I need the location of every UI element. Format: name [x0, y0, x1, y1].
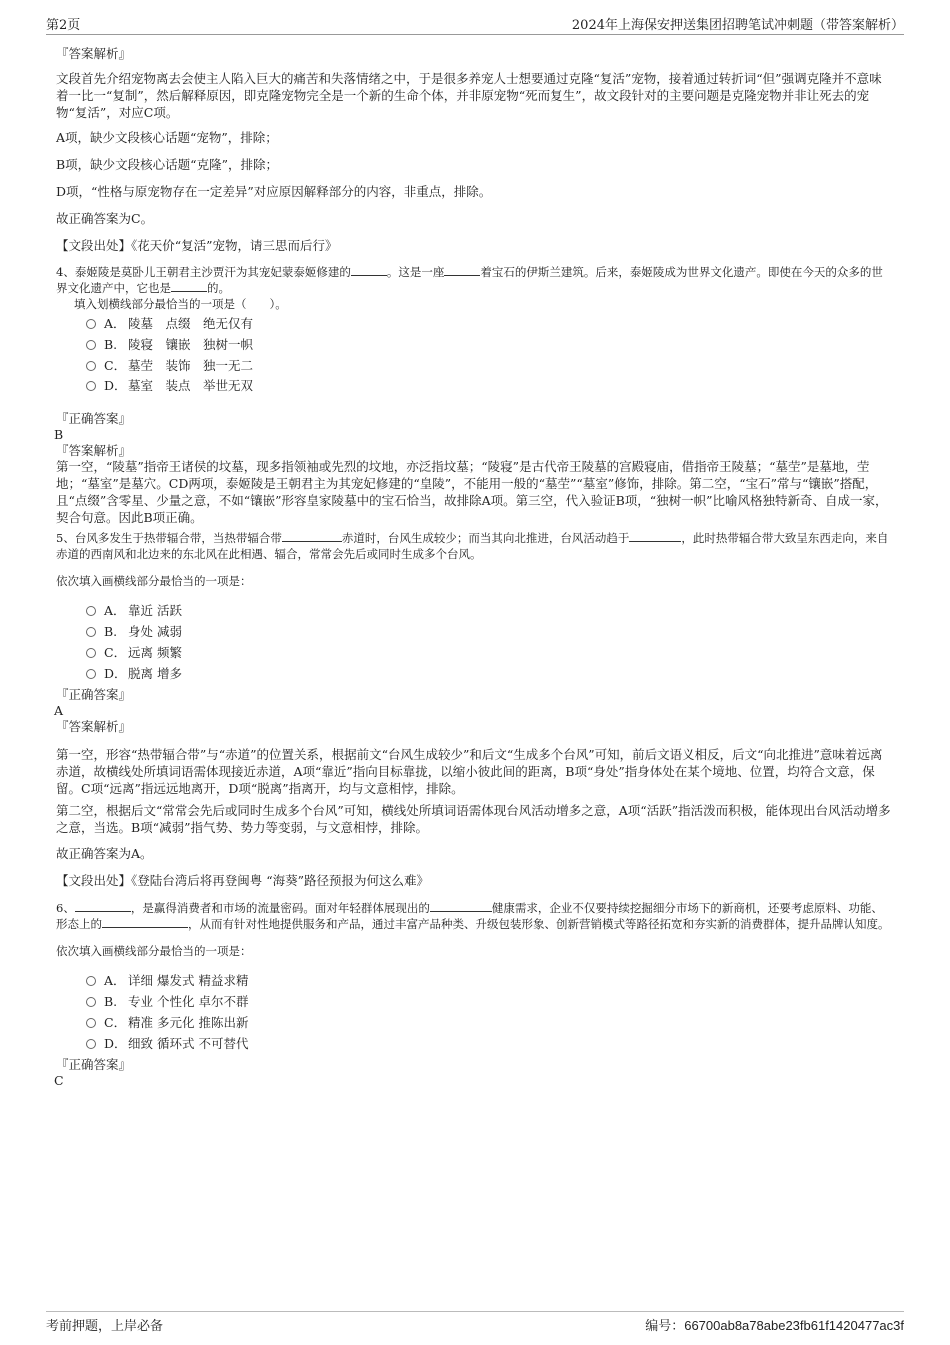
q6-option-d[interactable]: D．细致 循环式 不可替代 — [86, 1034, 248, 1052]
q4-stem — [56, 264, 894, 296]
q5-analysis-label: 『答案解析』 — [56, 719, 132, 734]
q6-option-a[interactable]: A． 详细 爆发式 精益求精 — [86, 971, 248, 989]
q5-option-c[interactable]: C． 远离 频繁 — [86, 643, 182, 661]
q5-analysis-p2: 第二空，根据后文“常常会先后或同时生成多个台风”可知，横线处所填词语需体现台风活动增多之意，A项“活跃”指活泼而积极，能体现出台风活动增多之意，当选。B项“减弱”指气势、势力等变弱，与文意相悖，排除。 — [56, 803, 891, 835]
q5-prompt: 依次填入画横线部分最恰当的一项是： — [56, 574, 252, 588]
q4-option-a[interactable]: A． 陵墓 点缀 绝无仅有 — [86, 314, 253, 332]
page-header — [46, 14, 904, 35]
radio-icon[interactable] — [86, 669, 96, 679]
q6-text-2: 健康需求，企业不仅要持续挖掘细分市场下的新商机，还要考虑原料、功能、形态上的 — [56, 901, 883, 931]
q5-option-b[interactable]: B. 身处 减弱 — [86, 622, 182, 640]
q3-option-a-note: A项，缺少文段核心话题“宠物”，排除； — [56, 130, 278, 145]
q6-text-3: ，从而有针对性地提供服务和产品，通过丰富产品种类、升级包装形象、创新营销模式等路径拓宽和夯实新的消费群体，提升品牌认知度。 — [188, 917, 890, 931]
q4-text-2: 。这是一座 — [386, 265, 445, 279]
q4-text-3: 着宝石的伊斯兰建筑。后来，泰姬陵成为世界文化遗产。即使在今天的众多的世界文化遗产中，它也是 — [56, 265, 883, 295]
document-code-label: 编号： — [645, 1318, 685, 1333]
q3-source: 【文段出处】《花天价“复活”宠物，请三思而后行》 — [56, 238, 338, 253]
q4-answer-label: 『正确答案』 — [56, 411, 132, 426]
q6-option-c[interactable]: C． 精准 多元化 推陈出新 — [86, 1013, 248, 1031]
radio-icon[interactable] — [86, 340, 96, 350]
q5-conclusion: 故正确答案为A。 — [56, 846, 153, 861]
q6-answer: C — [54, 1073, 64, 1088]
radio-icon[interactable] — [86, 976, 96, 986]
q5-answer-label: 『正确答案』 — [56, 687, 132, 702]
q4-option-b[interactable]: B. 陵寝 镶嵌 独树一帜 — [86, 335, 253, 353]
q4-text-4: 的。 — [207, 281, 230, 295]
q4-text-1: 泰姬陵是莫卧儿王朝君主沙贾汗为其宠妃蒙泰姬修建的 — [74, 265, 351, 279]
document-title: 2024年上海保安押送集团招聘笔试冲刺题（带答案解析） — [571, 18, 904, 33]
q6-blank-2 — [430, 900, 492, 912]
q4-number: 4、 — [56, 265, 75, 279]
q4-analysis-text: 第一空，“陵墓”指帝王诸侯的坟墓，现多指领袖或先烈的坟地，亦泛指坟墓；“陵寝”是古代帝王陵墓的宫殿寝庙，借指帝王陵墓；“墓茔”是墓地，茔地；“墓室”是墓穴。CD两项，泰姬陵是王朝君主为其宠妃修建的“皇陵”，不能用一般的“墓茔”“墓室”修饰，排除。第二空，“宝石”常与“镶嵌”搭配，且“点缀”含零星、少量之意，不如“镶嵌”形容皇家陵墓中的宝石恰当，故排除A项。第三空，代入验证B项，“独树一帜”比喻风格独特新奇、自成一家，契合句意。因此B项正确。 — [56, 459, 888, 525]
q4-blank-1 — [351, 264, 387, 276]
q4-prompt: 填入划横线部分最恰当的一项是（ ）。 — [74, 297, 287, 311]
q5-number: 5、 — [56, 531, 75, 545]
q6-answer-label: 『正确答案』 — [56, 1057, 132, 1072]
q5-answer: A — [54, 703, 64, 718]
radio-icon[interactable] — [86, 648, 96, 658]
radio-icon[interactable] — [86, 997, 96, 1007]
q6-blank-1 — [75, 900, 131, 912]
q4-option-d[interactable]: D．墓室 装点 举世无双 — [86, 376, 253, 394]
q5-stem — [56, 530, 894, 562]
radio-icon[interactable] — [86, 319, 96, 329]
q3-analysis-text: 文段首先介绍宠物离去会使主人陷入巨大的痛苦和失落情绪之中，于是很多养宠人士想要通过克隆“复活”宠物，接着通过转折词“但”强调克隆并不意味着一比一“复制”，然后解释原因，即克隆宠物完全是一个新的生命个体，并非原宠物“死而复生”，故文段针对的主要问题是克隆宠物并非让死去的宠物“复活”，对应C项。 — [56, 71, 882, 120]
q5-text-2: 赤道时，台风生成较少；而当其向北推进，台风活动趋于 — [341, 531, 630, 545]
q4-blank-3 — [171, 280, 207, 292]
q3-conclusion: 故正确答案为C。 — [56, 211, 154, 226]
q4-analysis-label: 『答案解析』 — [56, 443, 132, 458]
q3-option-b-note: B项，缺少文段核心话题“克隆”，排除； — [56, 157, 278, 172]
q6-option-b[interactable]: B. 专业 个性化 卓尔不群 — [86, 992, 248, 1010]
q5-blank-1 — [282, 530, 342, 542]
page-footer — [46, 1311, 904, 1334]
q3-option-d-note: D项，“性格与原宠物存在一定差异”对应原因解释部分的内容，非重点，排除。 — [56, 184, 492, 199]
q4-blank-2 — [444, 264, 480, 276]
radio-icon[interactable] — [86, 381, 96, 391]
page-number: 第2页 — [46, 18, 81, 33]
q4-answer: B — [54, 427, 64, 442]
q5-text-3: ，此时热带辐合带大致呈东西走向，来自赤道的西南风和北边来的东北风在此相遇、辐合，常常会先后或同时生成多个台风。 — [56, 531, 889, 561]
radio-icon[interactable] — [86, 1039, 96, 1049]
q5-blank-2 — [629, 530, 681, 542]
q5-text-1: 台风多发生于热带辐合带，当热带辐合带 — [74, 531, 282, 545]
footer-slogan: 考前押题，上岸必备 — [46, 1319, 164, 1334]
document-code — [645, 1315, 904, 1334]
q3-analysis-label: 『答案解析』 — [56, 46, 132, 61]
q6-number: 6、 — [56, 901, 75, 915]
radio-icon[interactable] — [86, 606, 96, 616]
radio-icon[interactable] — [86, 361, 96, 371]
q6-blank-3 — [102, 916, 188, 928]
document-code-value: 66700ab8a78abe23fb61f1420477ac3f — [684, 1318, 904, 1333]
q6-stem — [56, 900, 894, 932]
q6-text-1: ，是赢得消费者和市场的流量密码。面对年轻群体展现出的 — [130, 901, 430, 915]
q4-option-c[interactable]: C． 墓茔 装饰 独一无二 — [86, 356, 253, 374]
radio-icon[interactable] — [86, 1018, 96, 1028]
q5-option-d[interactable]: D．脱离 增多 — [86, 664, 182, 682]
q5-option-a[interactable]: A． 靠近 活跃 — [86, 601, 182, 619]
radio-icon[interactable] — [86, 627, 96, 637]
q5-source: 【文段出处】《登陆台湾后将再登闽粤 “海葵”路径预报为何这么难》 — [56, 873, 430, 888]
q6-prompt: 依次填入画横线部分最恰当的一项是： — [56, 944, 252, 958]
q5-analysis-p1: 第一空，形容“热带辐合带”与“赤道”的位置关系，根据前文“台风生成较少”和后文“生成多个台风”可知，前后文语义相反，后文“向北推进”意味着远离赤道，故横线处所填词语需体现接近赤道，A项“靠近”指向目标靠拢，以缩小彼此间的距离，B项“身处”指身体处在某个境地、位置，均符合文意，保留。C项“远离”指远远地离开，D项“脱离”指离开，均与文意相悖，排除。 — [56, 747, 883, 796]
